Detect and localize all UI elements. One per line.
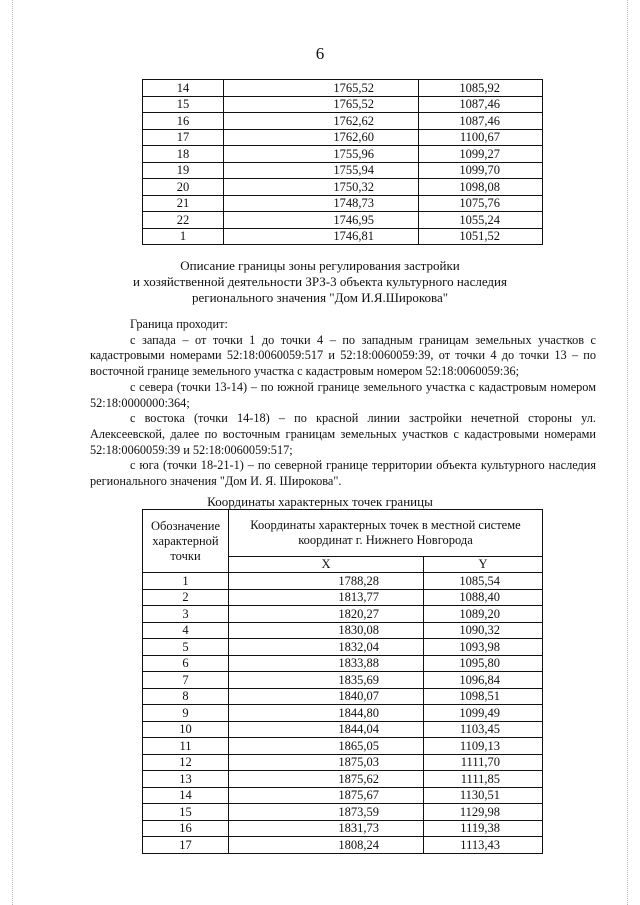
y-coordinate-cell: 1098,08 <box>419 179 543 196</box>
point-number-cell: 9 <box>143 705 229 722</box>
table-row <box>143 622 543 639</box>
x-coordinate-cell: 1835,69 <box>229 672 424 689</box>
point-number-cell: 7 <box>143 672 229 689</box>
table-row <box>143 146 543 163</box>
section-title-line: Описание границы зоны регулирования застройки <box>180 258 460 273</box>
y-coordinate-cell: 1087,46 <box>419 96 543 113</box>
x-coordinate-cell: 1832,04 <box>229 639 424 656</box>
point-number-cell: 22 <box>143 212 224 229</box>
table-row <box>143 589 543 606</box>
x-coordinate-cell: 1875,67 <box>229 787 424 804</box>
point-number-cell: 18 <box>143 146 224 163</box>
table-row <box>143 787 543 804</box>
point-number-cell: 13 <box>143 771 229 788</box>
x-coordinate-cell: 1755,96 <box>224 146 419 163</box>
coordinates-table-continued <box>142 79 543 245</box>
x-coordinate-cell: 1762,62 <box>224 113 419 130</box>
table-row <box>143 606 543 623</box>
table-row <box>143 639 543 656</box>
point-number-cell: 5 <box>143 639 229 656</box>
boundary-intro: Граница проходит: <box>130 317 228 331</box>
coordinates-table <box>142 509 543 854</box>
x-coordinate-cell: 1755,94 <box>224 162 419 179</box>
point-number-cell: 19 <box>143 162 224 179</box>
y-coordinate-cell: 1093,98 <box>424 639 543 656</box>
point-number-cell: 3 <box>143 606 229 623</box>
table-row <box>143 804 543 821</box>
y-coordinate-cell: 1087,46 <box>419 113 543 130</box>
point-number-cell: 14 <box>143 787 229 804</box>
y-coordinate-cell: 1100,67 <box>419 129 543 146</box>
table-row <box>143 672 543 689</box>
table-row <box>143 228 543 245</box>
point-number-cell: 6 <box>143 655 229 672</box>
y-coordinate-cell: 1098,51 <box>424 688 543 705</box>
boundary-west: с запада – от точки 1 до точки 4 – по западным границам земельных участков с кадастровыми номерами 52:18:0060059:517 и 52:18:0060059:39, от точки 4 до точки 13 – по восточной границе земельного участка с кадастровым номером 52:18:0060059:36; <box>90 332 596 379</box>
y-coordinate-cell: 1099,70 <box>419 162 543 179</box>
table-row <box>143 573 543 590</box>
x-coordinate-cell: 1833,88 <box>229 655 424 672</box>
section-title-line: и хозяйственной деятельности ЗРЗ-3 объекта культурного наследия <box>133 274 507 289</box>
x-coordinate-cell: 1831,73 <box>229 820 424 837</box>
x-coordinate-cell: 1844,04 <box>229 721 424 738</box>
y-coordinate-cell: 1119,38 <box>424 820 543 837</box>
point-number-cell: 11 <box>143 738 229 755</box>
x-coordinate-cell: 1830,08 <box>229 622 424 639</box>
section-title <box>0 258 640 306</box>
table-row <box>143 754 543 771</box>
header-coordinate-system: Координаты характерных точек в местной системе координат г. Нижнего Новгорода <box>229 510 543 557</box>
boundary-north: с севера (точки 13-14) – по южной границе земельного участка с кадастровым номером 52:18:0000000:364; <box>90 379 596 410</box>
x-coordinate-cell: 1750,32 <box>224 179 419 196</box>
x-coordinate-cell: 1840,07 <box>229 688 424 705</box>
table-row <box>143 129 543 146</box>
boundary-south: с юга (точки 18-21-1) – по северной границе территории объекта культурного наследия регионального значения "Дом И. Я. Широкова". <box>90 458 596 489</box>
y-coordinate-cell: 1051,52 <box>419 228 543 245</box>
y-coordinate-cell: 1075,76 <box>419 195 543 212</box>
x-coordinate-cell: 1765,52 <box>224 80 419 97</box>
page-number: 6 <box>315 44 325 63</box>
point-number-cell: 14 <box>143 80 224 97</box>
y-coordinate-cell: 1095,80 <box>424 655 543 672</box>
header-y: Y <box>424 557 543 573</box>
point-number-cell: 16 <box>143 820 229 837</box>
section-title-line: регионального значения "Дом И.Я.Широкова" <box>191 290 449 305</box>
point-number-cell: 10 <box>143 721 229 738</box>
x-coordinate-cell: 1808,24 <box>229 837 424 854</box>
table-row <box>143 738 543 755</box>
x-coordinate-cell: 1813,77 <box>229 589 424 606</box>
table-row <box>143 80 543 97</box>
point-number-cell: 2 <box>143 589 229 606</box>
x-coordinate-cell: 1820,27 <box>229 606 424 623</box>
table-row <box>143 212 543 229</box>
coord-table-caption: Координаты характерных точек границы <box>207 494 433 509</box>
point-number-cell: 8 <box>143 688 229 705</box>
boundary-east: с востока (точки 14-18) – по красной линии застройки нечетной стороны ул. Алексеевской, далее по восточным границам земельных участков с кадастровыми номерами 52:18:0060059:39 и 52:18:0060059:517; <box>90 411 596 457</box>
y-coordinate-cell: 1055,24 <box>419 212 543 229</box>
y-coordinate-cell: 1090,32 <box>424 622 543 639</box>
x-coordinate-cell: 1762,60 <box>224 129 419 146</box>
y-coordinate-cell: 1111,70 <box>424 754 543 771</box>
table-row <box>143 721 543 738</box>
table-row <box>143 771 543 788</box>
x-coordinate-cell: 1788,28 <box>229 573 424 590</box>
y-coordinate-cell: 1085,54 <box>424 573 543 590</box>
y-coordinate-cell: 1088,40 <box>424 589 543 606</box>
table-row <box>143 705 543 722</box>
table-row <box>143 179 543 196</box>
table-row <box>143 162 543 179</box>
x-coordinate-cell: 1765,52 <box>224 96 419 113</box>
y-coordinate-cell: 1111,85 <box>424 771 543 788</box>
point-number-cell: 1 <box>143 573 229 590</box>
table-row <box>143 688 543 705</box>
header-x: X <box>229 557 424 573</box>
y-coordinate-cell: 1096,84 <box>424 672 543 689</box>
table-row <box>143 837 543 854</box>
table-row <box>143 195 543 212</box>
point-number-cell: 4 <box>143 622 229 639</box>
y-coordinate-cell: 1103,45 <box>424 721 543 738</box>
table-row <box>143 655 543 672</box>
x-coordinate-cell: 1748,73 <box>224 195 419 212</box>
header-point: Обозначение характерной точки <box>143 510 229 573</box>
x-coordinate-cell: 1746,95 <box>224 212 419 229</box>
y-coordinate-cell: 1085,92 <box>419 80 543 97</box>
table-row <box>143 96 543 113</box>
right-margin-line <box>627 0 628 905</box>
x-coordinate-cell: 1875,03 <box>229 754 424 771</box>
x-coordinate-cell: 1844,80 <box>229 705 424 722</box>
point-number-cell: 1 <box>143 228 224 245</box>
point-number-cell: 12 <box>143 754 229 771</box>
y-coordinate-cell: 1099,49 <box>424 705 543 722</box>
x-coordinate-cell: 1873,59 <box>229 804 424 821</box>
y-coordinate-cell: 1129,98 <box>424 804 543 821</box>
table-row <box>143 113 543 130</box>
y-coordinate-cell: 1089,20 <box>424 606 543 623</box>
point-number-cell: 21 <box>143 195 224 212</box>
point-number-cell: 17 <box>143 837 229 854</box>
x-coordinate-cell: 1746,81 <box>224 228 419 245</box>
x-coordinate-cell: 1865,05 <box>229 738 424 755</box>
point-number-cell: 16 <box>143 113 224 130</box>
point-number-cell: 17 <box>143 129 224 146</box>
point-number-cell: 20 <box>143 179 224 196</box>
y-coordinate-cell: 1130,51 <box>424 787 543 804</box>
x-coordinate-cell: 1875,62 <box>229 771 424 788</box>
y-coordinate-cell: 1109,13 <box>424 738 543 755</box>
y-coordinate-cell: 1113,43 <box>424 837 543 854</box>
y-coordinate-cell: 1099,27 <box>419 146 543 163</box>
table-row <box>143 820 543 837</box>
left-margin-line <box>12 0 13 905</box>
point-number-cell: 15 <box>143 96 224 113</box>
boundary-description <box>90 317 596 490</box>
point-number-cell: 15 <box>143 804 229 821</box>
